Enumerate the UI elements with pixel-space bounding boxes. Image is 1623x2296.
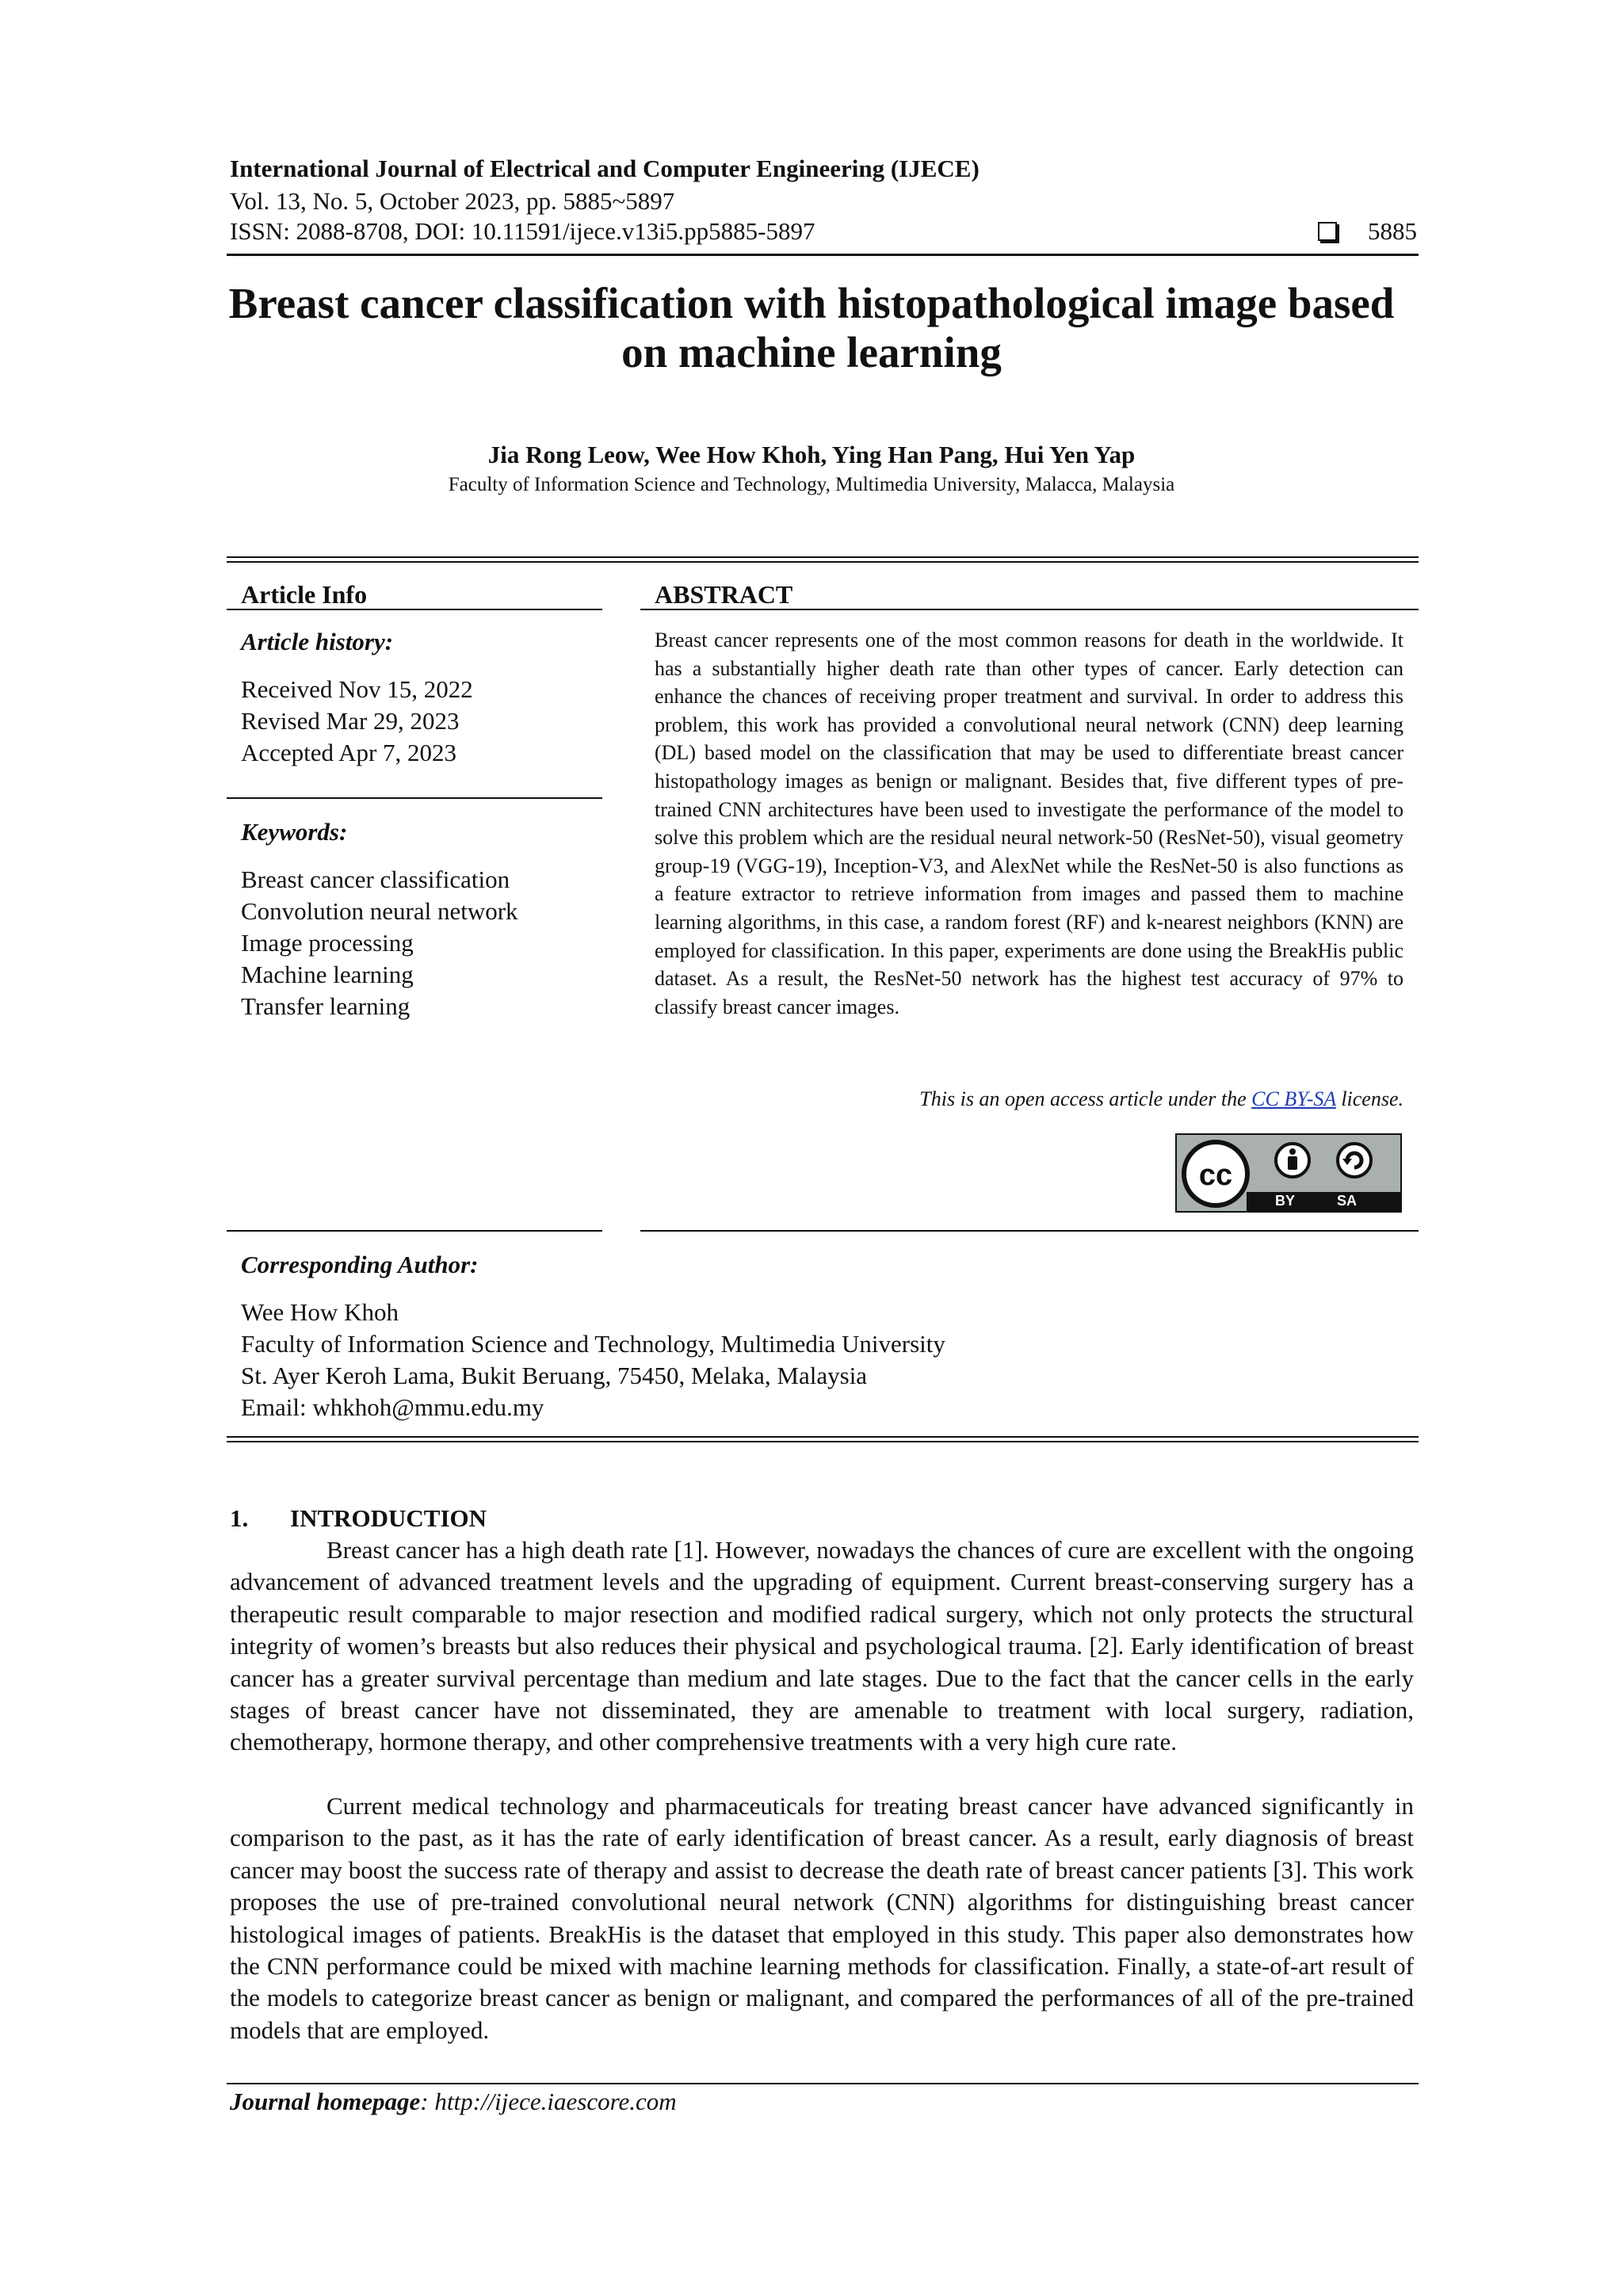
corresponding-name: Wee How Khoh	[241, 1298, 399, 1326]
keywords-rule	[227, 797, 602, 799]
intro-paragraph	[230, 1534, 1414, 1759]
history-received: Received Nov 15, 2022	[241, 675, 473, 703]
keyword-item: Transfer learning	[241, 992, 411, 1020]
corresponding-address: St. Ayer Keroh Lama, Bukit Beruang, 75450, Melaka, Malaysia	[241, 1362, 868, 1389]
page-box-icon	[1318, 222, 1337, 241]
cc-letters: cc	[1198, 1159, 1233, 1192]
badge-sa-label: SA	[1337, 1193, 1358, 1209]
corresponding-affiliation: Faculty of Information Science and Technology, Multimedia University	[241, 1330, 945, 1358]
intro-paragraph	[230, 1790, 1414, 2046]
page-number: 5885	[1368, 217, 1417, 245]
article-history-label: Article history:	[241, 628, 394, 655]
abstract-text: Breast cancer represents one of the most common reasons for death in the worldwide. It has a substantially higher death rate than other types of cancer. Early detection can enhance the chances of receiving proper treatment and survival. In order to address this problem, this work has provided a convolutional neural network (CNN) deep learning (DL) based model on the classification that may be used to differentiate breast cancer histopathology images as benign or malignant. Besides that, five different types of pre-trained CNN architectures have been used to investigate the performance of the model to solve this problem which are the residual neural network-50 (ResNet-50), visual geometry group-19 (VGG-19), Inception-V3, and AlexNet while the ResNet-50 is also functions as a feature extractor to retrieve information from images and passed them to machine learning algorithms, in this case, a random forest (RF) and k-nearest neighbors (KNN) are employed for classification. In this paper, experiments are done using the BreakHis public dataset. As a result, the ResNet-50 network has the highest test accuracy of 97% to classify breast cancer images.	[655, 628, 1403, 1018]
keyword-list	[241, 864, 518, 1022]
cc-logo-icon	[1182, 1140, 1250, 1208]
corresponding-rule-inner	[227, 1441, 1419, 1442]
keyword-item: Machine learning	[241, 961, 414, 988]
author-list: Jia Rong Leow, Wee How Khoh, Ying Han Pang, Hui Yen Yap	[487, 441, 1136, 468]
corresponding-details	[241, 1297, 945, 1423]
title-line-1: Breast cancer classification with histopathological image based	[228, 279, 1395, 327]
attribution-icon	[1274, 1141, 1312, 1179]
intro-paragraph-1: Breast cancer has a high death rate [1]. However, nowadays the chances of cure are excellent with the ongoing advancement of advanced treatment levels and the upgrading of equipment. Current breast-conserving surgery has a therapeutic result comparable to major resection and modified radical surgery, which not only protects the structural integrity of women’s breasts but also reduces their physical and psychological trauma. [2]. Early identification of breast cancer has a greater survival percentage than medium and late stages. Due to the fact that the cancer cells in the early stages of breast cancer have not disseminated, they are amenable to treatment with local surgery, radiation, chemotherapy, hormone therapy, and other comprehensive treatments with a very high cure rate.	[230, 1536, 1414, 1756]
history-revised: Revised Mar 29, 2023	[241, 707, 460, 735]
keyword-item: Image processing	[241, 929, 414, 957]
homepage-label: Journal homepage	[230, 2088, 421, 2115]
paper-title	[206, 279, 1417, 377]
header-rule	[227, 254, 1419, 256]
section-number: 1.	[230, 1504, 249, 1532]
homepage-sep: :	[420, 2088, 435, 2115]
footer-rule	[227, 2083, 1419, 2084]
corresponding-rule	[227, 1436, 1419, 1438]
keyword-item: Breast cancer classification	[241, 865, 510, 893]
article-info-heading: Article Info	[241, 580, 368, 609]
license-prefix: This is an open access article under the	[919, 1087, 1252, 1110]
title-line-2: on machine learning	[621, 328, 1002, 376]
affiliation: Faculty of Information Science and Technology, Multimedia University, Malacca, Malaysia	[448, 474, 1175, 495]
abstract-heading: ABSTRACT	[655, 580, 793, 609]
keywords-label: Keywords:	[241, 818, 348, 846]
badge-by-label: BY	[1275, 1193, 1296, 1209]
license-note	[655, 1087, 1403, 1111]
license-link[interactable]: CC BY-SA	[1251, 1087, 1336, 1110]
info-top-rule	[227, 556, 1419, 558]
corresponding-email: Email: whkhoh@mmu.edu.my	[241, 1393, 544, 1421]
volume-line: Vol. 13, No. 5, October 2023, pp. 5885~5897	[230, 187, 675, 215]
corresponding-label: Corresponding Author:	[241, 1251, 479, 1278]
keyword-item: Convolution neural network	[241, 897, 518, 925]
intro-paragraph-2: Current medical technology and pharmaceuticals for treating breast cancer have advanced significantly in comparison to the past, as it has the rate of early identification of breast cancer. As a result, early diagnosis of breast cancer may boost the success rate of therapy and assist to decrease the death rate of breast cancer patients [3]. This work proposes the use of pre-trained convolutional neural network (CNN) algorithms for distinguishing breast cancer histological images of patients. BreakHis is the dataset that employed in this study. This paper also demonstrates how the CNN performance could be mixed with machine learning methods for classification. Finally, a state-of-art result of the models to categorize breast cancer as benign or malignant, and compared the performances of all of the pre-trained models that are employed.	[230, 1792, 1414, 2044]
info-top-rule-inner	[227, 561, 1419, 563]
abstract-bottom-rule	[640, 1230, 1419, 1232]
journal-name: International Journal of Electrical and Computer Engineering (IJECE)	[230, 155, 980, 182]
article-info-rule	[227, 609, 602, 610]
badge-label-bar	[1247, 1192, 1400, 1211]
homepage-url[interactable]: http://ijece.iaescore.com	[434, 2088, 677, 2115]
issn-line: ISSN: 2088-8708, DOI: 10.11591/ijece.v13i5.pp5885-5897	[230, 217, 815, 245]
section-heading	[230, 1504, 487, 1533]
history-accepted: Accepted Apr 7, 2023	[241, 739, 457, 766]
abstract-rule	[640, 609, 1419, 610]
share-alike-icon	[1335, 1141, 1373, 1179]
article-info-bottom-rule	[227, 1230, 602, 1232]
license-suffix: license.	[1335, 1087, 1403, 1110]
article-history	[241, 674, 473, 769]
section-title: INTRODUCTION	[290, 1504, 487, 1532]
journal-homepage	[230, 2088, 677, 2116]
cc-by-sa-badge[interactable]	[1175, 1133, 1402, 1213]
